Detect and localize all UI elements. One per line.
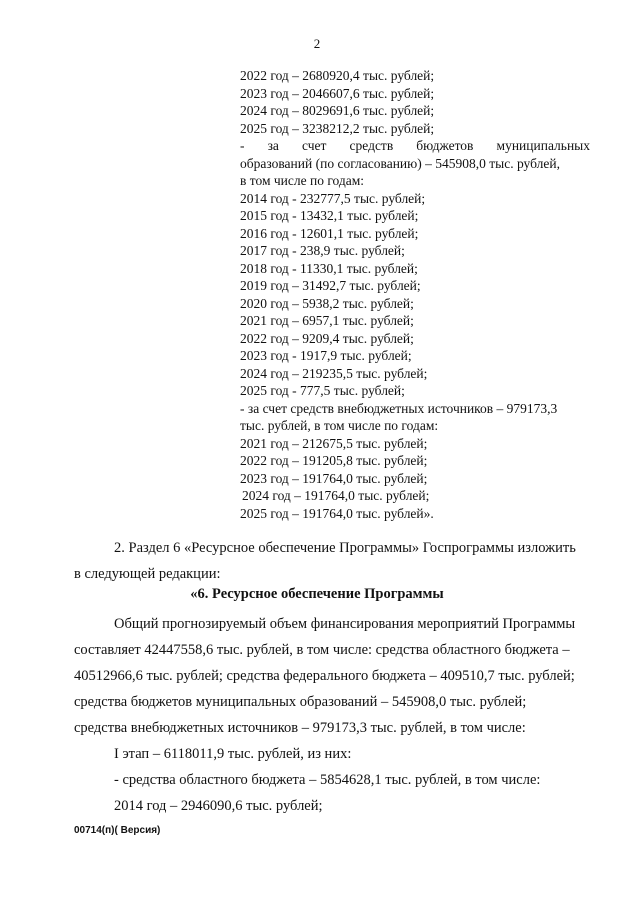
list-item: 2025 год - 777,5 тыс. рублей; [240, 383, 405, 398]
list-item: 2015 год - 13432,1 тыс. рублей; [240, 208, 419, 223]
list-item: 2014 год - 232777,5 тыс. рублей; [240, 190, 426, 206]
paragraph-line: составляет 42447558,6 тыс. рублей, в том числе: средства областного бюджета – [74, 642, 570, 658]
paragraph-line: Общий прогнозируемый объем финансирования мероприятий Программы [114, 616, 576, 632]
paragraph-line: средства внебюджетных источников – 979173,3 тыс. рублей, в том числе: [74, 720, 526, 736]
list-item: 2025 год – 191764,0 тыс. рублей». [240, 505, 434, 521]
regional-budget-line: - средства областного бюджета – 5854628,1 тыс. рублей, в том числе: [114, 772, 541, 788]
paragraph-line: 40512966,6 тыс. рублей; средства федерального бюджета – 409510,7 тыс. рублей; [74, 668, 575, 684]
list-item: 2021 год – 212675,5 тыс. рублей; [240, 435, 428, 451]
list-item: 2016 год - 12601,1 тыс. рублей; [240, 225, 419, 241]
year-line: 2014 год – 2946090,6 тыс. рублей; [114, 798, 323, 814]
funding-list-column [240, 67, 590, 522]
list-item: 2023 год - 1917,9 тыс. рублей; [240, 348, 412, 363]
list-item: 2021 год – 6957,1 тыс. рублей; [240, 313, 414, 328]
list-item: 2024 год – 219235,5 тыс. рублей; [240, 365, 428, 381]
list-item: 2017 год - 238,9 тыс. рублей; [240, 243, 405, 258]
list-item: 2025 год – 3238212,2 тыс. рублей; [240, 120, 435, 136]
municipal-funding-line-3: в том числе по годам: [240, 173, 365, 188]
page-number: 2 [313, 36, 321, 51]
section-heading: «6. Ресурсное обеспечение Программы [190, 586, 444, 602]
list-item: 2022 год – 2680920,4 тыс. рублей; [240, 68, 435, 83]
list-item: 2018 год - 11330,1 тыс. рублей; [240, 260, 418, 276]
stage-line: I этап – 6118011,9 тыс. рублей, из них: [114, 746, 352, 762]
extrabudget-funding-line-2: тыс. рублей, в том числе по годам: [240, 418, 439, 433]
paragraph-line: 2. Раздел 6 «Ресурсное обеспечение Программы» Госпрограммы изложить [114, 540, 576, 556]
municipal-funding-line-1: - за счет средств бюджетов муниципальных [240, 138, 590, 153]
extrabudget-funding-line-1: - за счет средств внебюджетных источников – 979173,3 [240, 400, 558, 416]
section-change-paragraph [74, 535, 590, 587]
list-item: 2024 год – 191764,0 тыс. рублей; [242, 488, 430, 503]
list-item: 2019 год – 31492,7 тыс. рублей; [240, 278, 421, 293]
list-item: 2023 год – 191764,0 тыс. рублей; [240, 470, 428, 486]
list-item: 2020 год – 5938,2 тыс. рублей; [240, 295, 414, 311]
financing-paragraph [74, 611, 590, 819]
list-item: 2022 год – 9209,4 тыс. рублей; [240, 330, 414, 346]
municipal-funding-line-2: образований (по согласованию) – 545908,0 тыс. рублей, [240, 155, 560, 171]
document-footer-code: 00714(п)( Версия) [74, 825, 161, 836]
list-item: 2024 год – 8029691,6 тыс. рублей; [240, 103, 435, 118]
paragraph-line: в следующей редакции: [74, 566, 221, 582]
paragraph-line: средства бюджетов муниципальных образований – 545908,0 тыс. рублей; [74, 694, 527, 710]
list-item: 2022 год – 191205,8 тыс. рублей; [240, 453, 428, 468]
list-item: 2023 год – 2046607,6 тыс. рублей; [240, 85, 435, 101]
